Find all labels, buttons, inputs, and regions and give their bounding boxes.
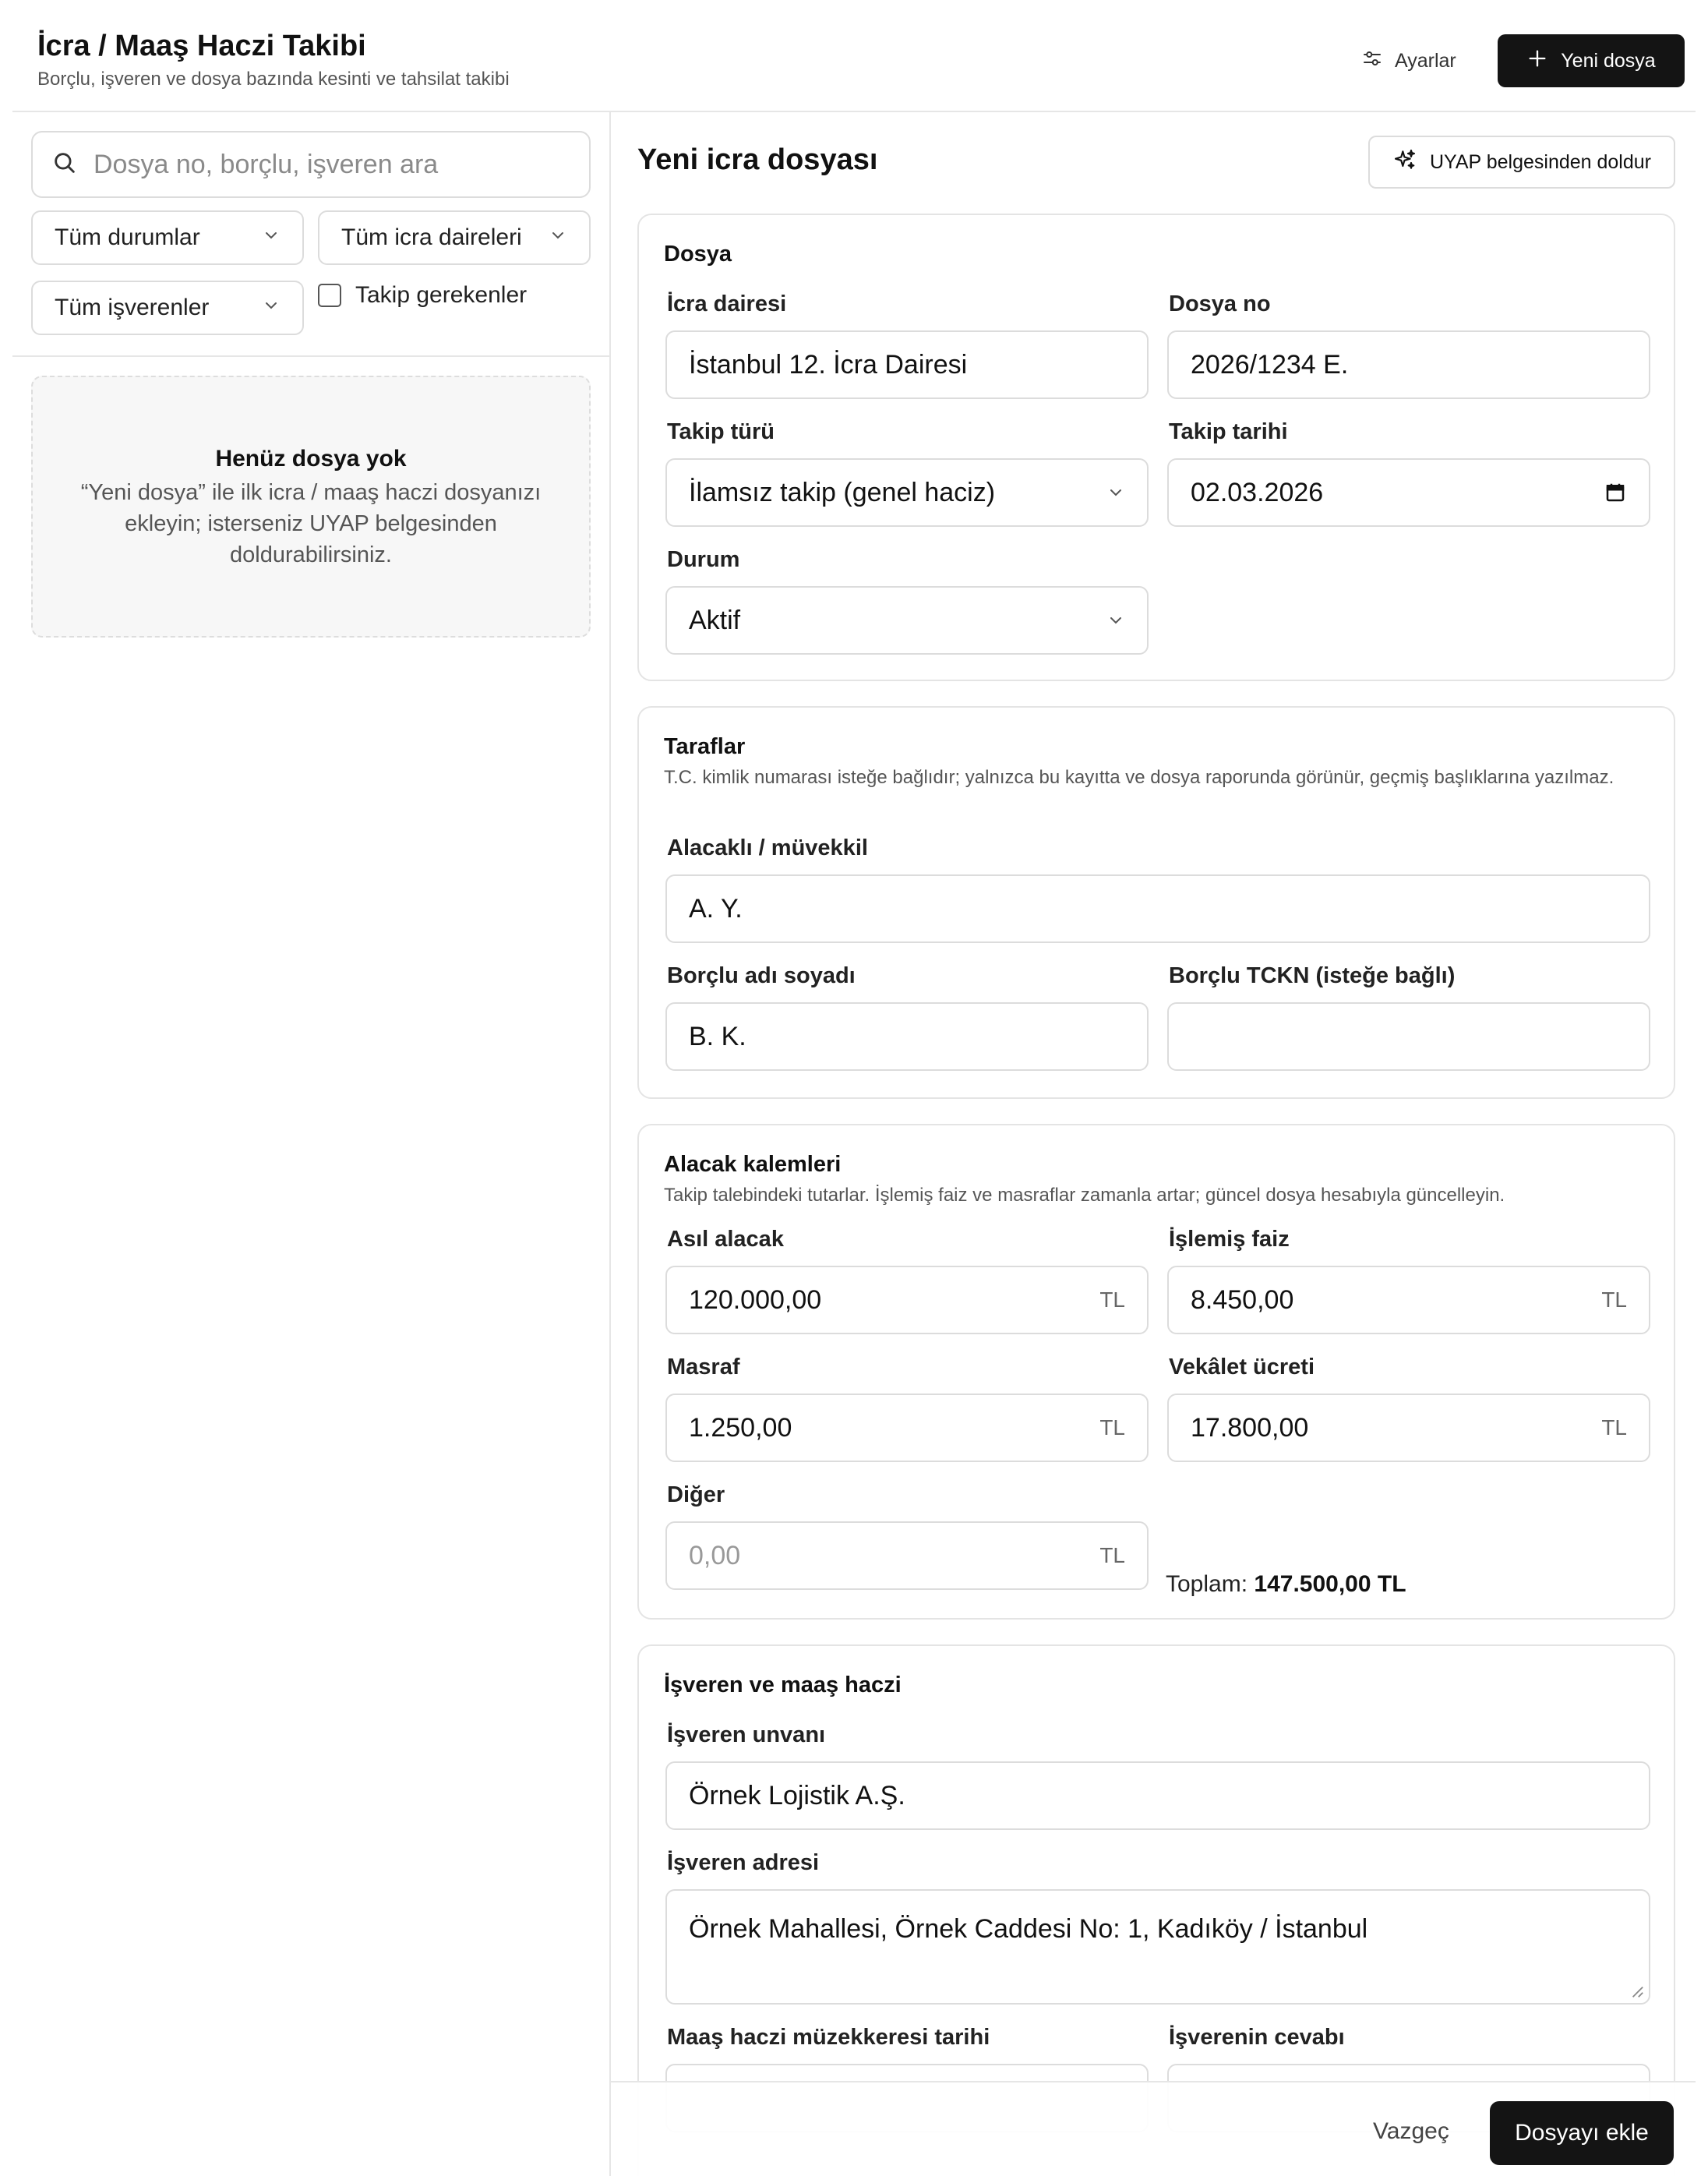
icra-dairesi-input[interactable]	[689, 350, 1125, 380]
tckn-label: Borçlu TCKN (isteğe bağlı)	[1169, 963, 1456, 988]
durum-label: Durum	[667, 547, 740, 572]
isveren-cevabi-label: İşverenin cevabı	[1169, 2025, 1345, 2050]
alacak-section-description: Takip talebindeki tutarlar. İşlemiş faiz ve masraflar zamanla artar; güncel dosya hesabıyla güncelleyin.	[664, 1185, 1505, 1206]
tckn-field[interactable]	[1167, 1002, 1650, 1071]
chevron-down-icon	[549, 224, 567, 251]
empty-state-title: Henüz dosya yok	[215, 446, 407, 472]
icra-dairesi-label: İcra dairesi	[667, 291, 787, 316]
icra-dairesi-field[interactable]	[665, 330, 1149, 399]
total-summary	[1166, 1571, 1406, 1598]
taraflar-section-description: T.C. kimlik numarası isteğe bağlıdır; yalnızca bu kayıtta ve dosya raporunda görünür, geçmiş başlıklarına yazılmaz.	[664, 767, 1614, 788]
dosya-no-field[interactable]	[1167, 330, 1650, 399]
currency-suffix: TL	[1099, 1415, 1125, 1439]
takip-tarihi-value: 02.03.2026	[1191, 477, 1324, 507]
cancel-button[interactable]: Vazgeç	[1373, 2106, 1449, 2157]
resize-handle-icon[interactable]	[1630, 1984, 1644, 1998]
main-panel	[611, 112, 1696, 2176]
masraf-input[interactable]	[689, 1413, 1090, 1443]
diger-field[interactable]	[665, 1521, 1149, 1590]
new-file-label: Yeni dosya	[1561, 49, 1656, 72]
chevron-down-icon	[1106, 483, 1125, 502]
takip-turu-label: Takip türü	[667, 419, 775, 444]
alacakli-label: Alacaklı / müvekkil	[667, 835, 868, 860]
asil-alacak-label: Asıl alacak	[667, 1227, 784, 1252]
page-subtitle: Borçlu, işveren ve dosya bazında kesinti ve tahsilat takibi	[37, 69, 510, 90]
sliders-icon	[1360, 47, 1384, 76]
dosya-no-input[interactable]	[1191, 350, 1627, 380]
employer-filter-select[interactable]	[31, 281, 304, 335]
currency-suffix: TL	[1601, 1415, 1627, 1439]
status-filter-value: Tüm durumlar	[55, 224, 200, 250]
takip-turu-value: İlamsız takip (genel haciz)	[689, 477, 996, 507]
calendar-icon[interactable]	[1604, 481, 1627, 504]
empty-state	[31, 376, 591, 638]
followup-checkbox[interactable]	[318, 284, 341, 307]
diger-input[interactable]	[689, 1541, 1090, 1571]
borclu-field[interactable]	[665, 1002, 1149, 1071]
takip-tarihi-label: Takip tarihi	[1169, 419, 1288, 444]
followup-label: Takip gerekenler	[355, 282, 528, 308]
isveren-unvani-label: İşveren unvanı	[667, 1722, 826, 1747]
currency-suffix: TL	[1099, 1288, 1125, 1312]
submit-button[interactable]: Dosyayı ekle	[1490, 2101, 1674, 2165]
page-title: İcra / Maaş Haczi Takibi	[37, 30, 366, 62]
asil-alacak-field[interactable]	[665, 1266, 1149, 1334]
sidebar-divider	[12, 355, 609, 357]
masraf-field[interactable]	[665, 1394, 1149, 1462]
alacakli-input[interactable]	[689, 894, 1627, 924]
muzekkere-tarihi-label: Maaş haczi müzekkeresi tarihi	[667, 2025, 990, 2050]
chevron-down-icon	[1106, 611, 1125, 630]
isveren-unvani-input[interactable]	[689, 1781, 1627, 1811]
total-label: Toplam:	[1166, 1571, 1248, 1597]
vekalet-ucreti-input[interactable]	[1191, 1413, 1592, 1443]
asil-alacak-input[interactable]	[689, 1285, 1090, 1316]
form-footer	[611, 2081, 1696, 2176]
sparkles-icon	[1392, 147, 1417, 178]
total-value: 147.500,00 TL	[1254, 1571, 1406, 1597]
vekalet-ucreti-field[interactable]	[1167, 1394, 1650, 1462]
settings-label: Ayarlar	[1395, 49, 1456, 72]
diger-label: Diğer	[667, 1482, 725, 1507]
uyap-fill-label: UYAP belgesinden doldur	[1430, 150, 1651, 173]
new-file-button[interactable]	[1498, 34, 1685, 87]
takip-tarihi-field[interactable]	[1167, 458, 1650, 527]
borclu-label: Borçlu adı soyadı	[667, 963, 856, 988]
isveren-section-title: İşveren ve maaş haczi	[664, 1673, 902, 1697]
employer-filter-value: Tüm işverenler	[55, 295, 210, 320]
islemis-faiz-label: İşlemiş faiz	[1169, 1227, 1290, 1252]
isveren-adresi-textarea[interactable]	[665, 1889, 1650, 2005]
alacak-section	[637, 1124, 1675, 1620]
chevron-down-icon	[262, 295, 281, 321]
isveren-adresi-label: İşveren adresi	[667, 1850, 820, 1875]
isveren-unvani-field[interactable]	[665, 1761, 1650, 1830]
form-title: Yeni icra dosyası	[637, 143, 878, 176]
status-filter-select[interactable]	[31, 210, 304, 265]
borclu-input[interactable]	[689, 1022, 1125, 1052]
app-header	[12, 0, 1696, 112]
dosya-no-label: Dosya no	[1169, 291, 1271, 316]
vekalet-ucreti-label: Vekâlet ücreti	[1169, 1355, 1315, 1379]
currency-suffix: TL	[1099, 1543, 1125, 1567]
dosya-section	[637, 214, 1675, 681]
durum-select[interactable]	[665, 586, 1149, 655]
search-input[interactable]	[94, 150, 577, 180]
durum-value: Aktif	[689, 605, 741, 635]
tckn-input[interactable]	[1191, 1022, 1627, 1052]
sidebar	[12, 112, 611, 2176]
islemis-faiz-field[interactable]	[1167, 1266, 1650, 1334]
alacak-section-title: Alacak kalemleri	[664, 1152, 842, 1177]
plus-icon	[1526, 48, 1548, 75]
empty-state-text: “Yeni dosya” ile ilk icra / maaş haczi dosyanızı ekleyin; isterseniz UYAP belgesinden doldurabilirsiniz.	[80, 480, 542, 567]
search-icon	[51, 150, 78, 180]
uyap-fill-button[interactable]	[1368, 136, 1675, 189]
taraflar-section	[637, 706, 1675, 1099]
search-box[interactable]	[31, 131, 591, 198]
settings-button[interactable]	[1360, 39, 1456, 83]
office-filter-value: Tüm icra daireleri	[341, 224, 522, 250]
dosya-section-title: Dosya	[664, 242, 732, 267]
currency-suffix: TL	[1601, 1288, 1627, 1312]
followup-filter[interactable]	[318, 282, 527, 309]
islemis-faiz-input[interactable]	[1191, 1285, 1592, 1316]
isveren-adresi-value: Örnek Mahallesi, Örnek Caddesi No: 1, Kadıköy / İstanbul	[689, 1914, 1368, 1944]
office-filter-select[interactable]	[318, 210, 591, 265]
takip-turu-select[interactable]	[665, 458, 1149, 527]
alacakli-field[interactable]	[665, 874, 1650, 943]
chevron-down-icon	[262, 224, 281, 251]
masraf-label: Masraf	[667, 1355, 740, 1379]
taraflar-section-title: Taraflar	[664, 734, 746, 759]
